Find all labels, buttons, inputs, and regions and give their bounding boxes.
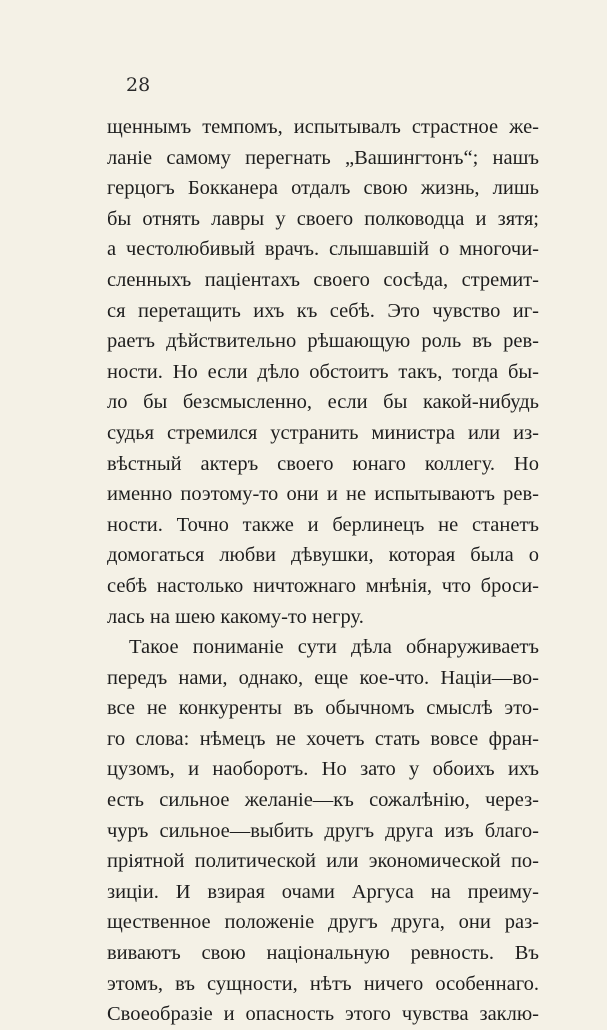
text-line: ло бы безсмысленно, если бы какой-нибудь (107, 391, 539, 414)
text-line: Своеобразіе и опасность этого чувства заклю- (107, 1003, 539, 1026)
text-line: а честолюбивый врачъ. слышавшій о многочи- (107, 238, 539, 261)
text-line: есть сильное желаніе—къ сожалѣнію, через- (107, 789, 539, 812)
text-line: все не конкуренты въ обычномъ смыслѣ это- (107, 697, 539, 720)
text-line: ся перетащить ихъ къ себѣ. Это чувство иг- (107, 299, 539, 322)
text-line: зиціи. И взирая очами Аргуса на преиму- (107, 880, 539, 903)
text-line: цузомъ, и наоборотъ. Но зато у обоихъ ихъ (107, 758, 539, 781)
text-line: щественное положеніе другъ друга, они раз- (107, 911, 539, 934)
paragraph-end-line: лась на шею какому-то негру. (107, 605, 364, 628)
text-line: чуръ сильное—выбить другъ друга изъ благо- (107, 819, 539, 842)
body-text (107, 112, 539, 1030)
text-line: себѣ настолько ничтожнаго мнѣнія, что броси- (107, 574, 539, 597)
text-line: бы отнять лавры у своего полководца и зятя; (107, 207, 539, 230)
page-number: 28 (126, 74, 151, 96)
text-line: щеннымъ темпомъ, испытывалъ страстное же- (107, 116, 539, 138)
text-line: судья стремился устранить министра или из- (107, 421, 539, 444)
text-line: домогаться любви дѣвушки, которая была о (107, 544, 539, 567)
text-line: герцогъ Бокканера отдалъ свою жизнь, лишь (107, 177, 539, 200)
text-line: ланіе самому перегнать „Вашингтонъ“; нашъ (107, 146, 539, 169)
paragraph-start-line: Такое пониманіе сути дѣла обнаруживаетъ (129, 636, 539, 659)
text-line: этомъ, въ сущности, нѣтъ ничего особеннаго. (107, 972, 539, 995)
text-line: ности. Но если дѣло обстоитъ такъ, тогда бы- (107, 360, 539, 383)
text-line: именно поэтому-то они и не испытываютъ рев- (107, 483, 539, 506)
text-line: раетъ дѣйствительно рѣшающую роль въ рев- (107, 330, 539, 353)
text-line: передъ нами, однако, еще кое-что. Націи—во- (107, 666, 539, 689)
text-line: сленныхъ паціентахъ своего сосѣда, стремит- (107, 268, 539, 291)
text-line: пріятной политической или экономической по- (107, 850, 539, 873)
text-line: виваютъ свою національную ревность. Въ (107, 942, 539, 965)
text-line: ности. Точно также и берлинецъ не станетъ (107, 513, 539, 536)
text-line: го слова: нѣмецъ не хочетъ стать вовсе фран- (107, 727, 539, 750)
text-line: вѣстный актеръ своего юнаго коллегу. Но (107, 452, 539, 475)
